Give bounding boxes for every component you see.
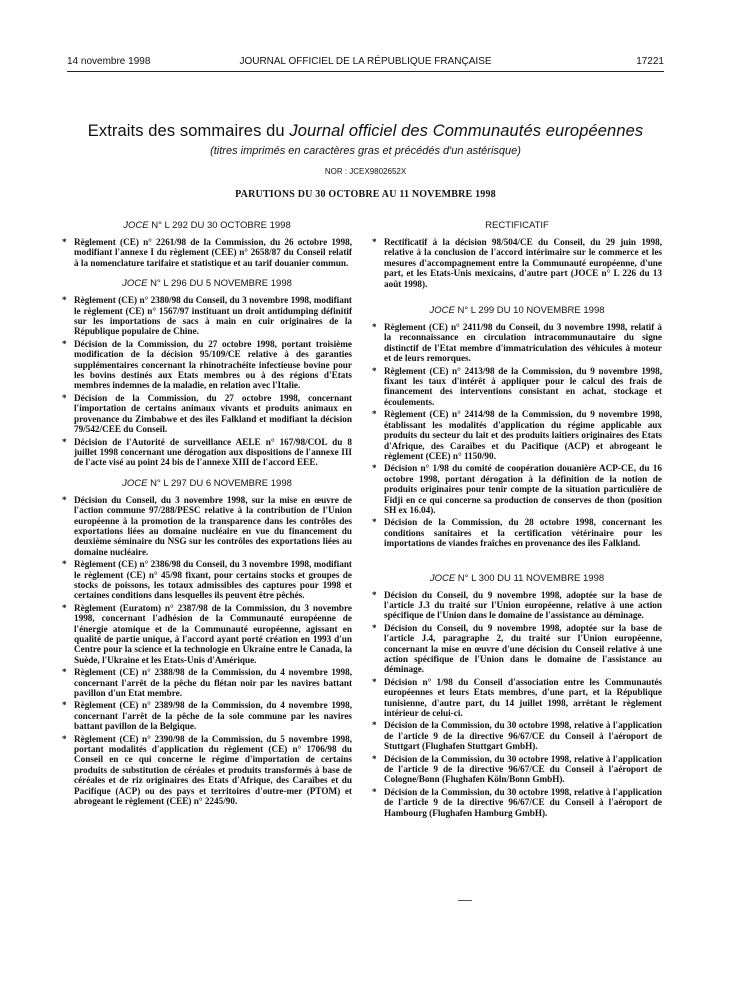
asterisk-marker: * [372, 409, 377, 420]
section-heading-text: N° L 299 DU 10 NOVEMBRE 1998 [457, 305, 605, 317]
joce-label: JOCE [122, 477, 148, 489]
asterisk-marker: * [62, 667, 67, 678]
left-column [62, 220, 352, 809]
section-heading [62, 478, 352, 489]
entry-text: Décision n° 1/98 du comité de coopération douanière ACP-CE, du 16 octobre 1998, portant dérogation à la définition de la notion de produits originaires pour tenir compte de la situation particulière de Fidji en ce qui concerne sa production de conserves de thon (position SH ex 16.04). [384, 463, 662, 515]
entry-text: Règlement (CE) n° 2413/98 de la Commission, du 9 novembre 1998, fixant les taux d'intérêt à appliquer pour le calcul des frais de financement des interventions consistant en achat, stockage et écoulements. [384, 365, 662, 407]
asterisk-marker: * [372, 365, 377, 376]
summary-entry [62, 603, 352, 665]
entry-text: Règlement (CE) n° 2386/98 du Conseil, du 3 novembre 1998, modifiant le règlement (CE) n° 45/98 fixant, pour certains stocks et groupes de stocks de poissons, les totaux admissibles des captures pour 1998 et certaines conditions dans lesquelles ils peuvent être pêchés. [74, 559, 352, 601]
section-heading [62, 220, 352, 231]
summary-entry [62, 295, 352, 337]
section-heading [62, 278, 352, 289]
entry-text: Décision de l'Autorité de surveillance AELE n° 167/98/COL du 8 juillet 1998 concernant une dérogation aux dispositions de l'annexe III de l'acte visé au point 24 bis de l'annexe XIII de l'accord EEE. [74, 436, 352, 468]
asterisk-marker: * [372, 622, 377, 633]
asterisk-marker: * [62, 494, 67, 505]
section-heading [372, 573, 662, 584]
joce-label: JOCE [122, 278, 148, 290]
entry-text: Règlement (CE) n° 2390/98 de la Commission, du 5 novembre 1998, portant modalités d'application du règlement (CE) n° 1706/98 du Conseil en ce qui concerne le régime d'importation de certains produits de substitution de céréales et produits transformés à base de céréales et de riz originaires des Etats d'Afrique, des Caraïbes et du Pacifique (ACP) ou des pays et territoires d'outre-mer (PTOM) et abrogeant le règlement (CEE) n° 2245/90. [74, 733, 352, 807]
section-heading-text: N° L 297 DU 6 NOVEMBRE 1998 [150, 477, 292, 489]
entry-text: Règlement (CE) n° 2414/98 de la Commission, du 9 novembre 1998, établissant les modalités d'application du régime applicable aux produits du secteur du lait et des produits laitiers originaires des Etats d'Afrique, des Caraïbes et du Pacifique (ACP) et abrogeant le règlement (CEE) n° 1150/90. [384, 409, 662, 461]
end-dash [458, 900, 472, 901]
asterisk-marker: * [62, 700, 67, 711]
asterisk-marker: * [62, 338, 67, 349]
entry-text: Décision de la Commission, du 27 octobre 1998, concernant l'importation de certains animaux vivants et produits animaux en provenance du Zimbabwe et des îles Falkland et modifiant la décision 79/542/CEE du Conseil. [74, 392, 352, 435]
summary-entry [372, 787, 662, 818]
nor-reference: NOR : JCEX9802652X [324, 167, 407, 176]
summary-entry [372, 463, 662, 515]
summary-entry [62, 495, 352, 557]
header-page-number: 17221 [636, 56, 664, 67]
entry-text: Règlement (CE) n° 2389/98 de la Commission, du 4 novembre 1998, concernant l'arrêt de la pêche de la sole commune par les navires battant pavillon de la Belgique. [74, 700, 352, 732]
section-heading-text: RECTIFICATIF [485, 220, 549, 231]
entry-text: Décision de la Commission, du 28 octobre 1998, concernant les conditions sanitaires et la certification vétérinaire pour les importations de viandes fraîches en provenance des îles Falkland. [384, 517, 662, 549]
summary-entry [62, 393, 352, 435]
entry-text: Règlement (CE) n° 2388/98 de la Commission, du 4 novembre 1998, concernant l'arrêt de la pêche du flétan noir par les navires battant pavillon d'un Etat membre. [74, 667, 352, 699]
summary-entry [372, 366, 662, 408]
entry-text: Décision du Conseil, du 9 novembre 1998, adoptée sur la base de l'article J.4, paragraphe 2, du traité sur l'Union européenne, concernant la mise en œuvre d'une décision du Conseil relative à une action spécifique de l'Union dans le domaine de l'assistance au déminage. [384, 622, 662, 675]
asterisk-marker: * [372, 676, 377, 687]
asterisk-marker: * [372, 589, 377, 600]
asterisk-marker: * [372, 753, 377, 764]
entry-text: Décision n° 1/98 du Conseil d'association entre les Communautés européennes et leurs Etats membres, d'une part, et la République tunisienne, d'autre part, du 14 juillet 1998, arrêtant le règlement intérieur de celui-ci. [384, 676, 662, 719]
entry-text: Règlement (CE) n° 2380/98 du Conseil, du 3 novembre 1998, modifiant le règlement (CE) n° 1567/97 instituant un droit antidumping définitif sur les importations de sacs à main en cuir originaires de la République populaire de Chine. [74, 295, 352, 337]
summary-entry [62, 559, 352, 601]
title-journal-name: Journal officiel des Communautés européennes [289, 122, 644, 140]
entry-text: Rectificatif à la décision 98/504/CE du Conseil, du 29 juin 1998, relative à la conclusion de l'accord intérimaire sur le commerce et les mesures d'accompagnement entre la Communauté européenne, d'une part, et les Etats-Unis mexicains, d'autre part (JOCE n° L 226 du 13 août 1998). [384, 237, 662, 289]
summary-entry [372, 677, 662, 719]
summary-entry [372, 517, 662, 548]
entry-text: Décision du Conseil, du 3 novembre 1998, sur la mise en œuvre de l'action commune 97/288/PESC relative à la contribution de l'Union européenne à la promotion de la transparence dans les contrôles des exportations liées au domaine nucléaire en vue du financement du deuxième séminaire du NSG sur les contrôles des exportations liées au domaine nucléaire. [74, 494, 352, 557]
section-heading [372, 305, 662, 316]
section-heading-text: N° L 300 DU 11 NOVEMBRE 1998 [457, 572, 605, 584]
summary-entry [62, 437, 352, 468]
header-date: 14 novembre 1998 [67, 56, 151, 67]
entry-text: Décision de la Commission, du 30 octobre 1998, relative à l'application de l'article 9 de la directive 96/67/CE du Conseil à l'aéroport de Stuttgart (Flughafen Stuttgart GmbH). [384, 720, 662, 752]
asterisk-marker: * [62, 237, 67, 247]
page-subtitle: (titres imprimés en caractères gras et précédés d'un astérisque) [210, 145, 521, 157]
right-column [372, 220, 662, 820]
header-rule [67, 71, 664, 72]
asterisk-marker: * [62, 602, 67, 613]
asterisk-marker: * [372, 237, 377, 247]
summary-entry [62, 667, 352, 698]
summary-entry [372, 590, 662, 621]
summary-entry [372, 322, 662, 364]
section-heading-text: N° L 292 DU 30 OCTOBRE 1998 [151, 220, 291, 231]
asterisk-marker: * [62, 392, 67, 403]
asterisk-marker: * [62, 436, 67, 447]
entry-text: Règlement (CE) n° 2411/98 du Conseil, du 3 novembre 1998, relatif à la reconnaissance en circulation intracommunautaire du signe distinctif de l'Etat membre d'immatriculation des véhicules à moteur et de leurs remorques. [384, 322, 662, 364]
entry-text: Décision de la Commission, du 30 octobre 1998, relative à l'application de l'article 9 de la directive 96/67/CE du Conseil à l'aéroport de Cologne/Bonn (Flughafen Köln/Bonn GmbH). [384, 753, 662, 785]
entry-text: Décision du Conseil, du 9 novembre 1998, adoptée sur la base de l'article J.3 du traité sur l'Union européenne, relative à une action spécifique de l'Union dans le domaine de l'assistance au déminage. [384, 589, 662, 621]
summary-entry [372, 754, 662, 785]
asterisk-marker: * [372, 322, 377, 333]
section-heading-text: N° L 296 DU 5 NOVEMBRE 1998 [150, 278, 292, 290]
summary-entry [62, 339, 352, 391]
asterisk-marker: * [62, 559, 67, 570]
page-title: Extraits des sommaires du Journal officiel des Communautés européennes [87, 122, 644, 140]
summary-entry [62, 237, 352, 268]
entry-text: Règlement (CE) n° 2261/98 de la Commission, du 26 octobre 1998, modifiant l'annexe I du règlement (CEE) n° 2658/87 du Conseil relatif à la nomenclature tarifaire et statistique et au tarif douanier commun. [74, 237, 352, 268]
asterisk-marker: * [62, 733, 67, 744]
parutions-heading: PARUTIONS DU 30 OCTOBRE AU 11 NOVEMBRE 1998 [235, 189, 496, 200]
entry-text: Décision de la Commission, du 30 octobre 1998, relative à l'application de l'article 9 de la directive 96/67/CE du Conseil à l'aéroport de Hambourg (Flughafen Hamburg GmbH). [384, 786, 662, 818]
summary-entry [372, 237, 662, 289]
joce-label: JOCE [123, 220, 149, 231]
asterisk-marker: * [372, 786, 377, 797]
asterisk-marker: * [372, 463, 377, 474]
asterisk-marker: * [372, 720, 377, 731]
joce-label: JOCE [429, 305, 455, 317]
summary-entry [62, 734, 352, 807]
summary-entry [372, 623, 662, 675]
joce-label: JOCE [429, 572, 456, 584]
entry-text: Règlement (Euratom) n° 2387/98 de la Commission, du 3 novembre 1998, concernant l'adhésion de la Communauté européenne de l'énergie atomique et de la Communauté européenne, agissant en qualité de partie unique, à l'accord ayant porté création en 1993 d'un Centre pour la science et la technologie en Ukraine entre le Canada, la Suède, l'Ukraine et les Etats-Unis d'Amérique. [74, 602, 352, 665]
section-heading [372, 220, 662, 231]
asterisk-marker: * [372, 517, 377, 528]
summary-entry [372, 720, 662, 751]
summary-entry [372, 409, 662, 461]
asterisk-marker: * [62, 295, 67, 306]
summary-entry [62, 700, 352, 731]
running-header [67, 56, 664, 70]
entry-text: Décision de la Commission, du 27 octobre 1998, portant troisième modification de la décision 95/109/CE relative à des garanties supplémentaires concernant la rhinotrachéite infectieuse bovine pour les bovins destinés aux Etats membres ou à des régions d'Etats membres indemnes de la maladie, en relation avec l'Italie. [74, 338, 352, 391]
header-journal: JOURNAL OFFICIEL DE LA RÉPUBLIQUE FRANÇAISE [239, 56, 492, 67]
